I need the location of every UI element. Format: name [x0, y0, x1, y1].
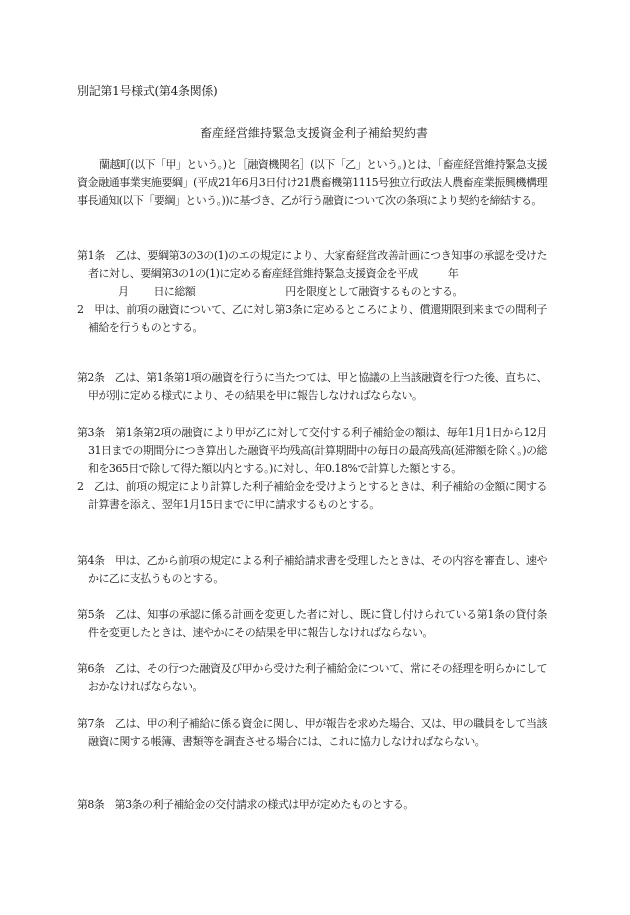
article-1-text: 乙は、要綱第3の3の(1)のエの規定により、大家畜経営改善計画につき知事の承認を受けた者に対し、要綱第3の1の(1)に定める畜産経営維持緊急支援資金を平成 — [88, 249, 548, 280]
article-1-paragraph-2-text: 甲は、前項の融資について、乙に対し第3条に定めるところにより、償還期限到来までの間利子補給を行うものとする。 — [88, 303, 548, 334]
article-7-heading: 第7条 — [77, 717, 105, 730]
article-8-paragraph-1 — [77, 796, 547, 814]
article-6-paragraph-1 — [77, 660, 547, 696]
article-4-paragraph-1 — [77, 552, 547, 588]
article-5-heading: 第5条 — [77, 608, 105, 621]
article-7-text: 乙は、甲の利子補給に係る資金に関し、甲が報告を求めた場合、又は、甲の職員をして当該融資に関する帳簿、書類等を調査させる場合には、これに協力しなければならない。 — [88, 717, 547, 748]
document-title: 畜産経営維持緊急支援資金利子補給契約書 — [200, 126, 429, 140]
article-1-paragraph-2 — [77, 301, 547, 337]
article-3-paragraph-2-number: 2 — [77, 480, 84, 493]
article-5-paragraph-1 — [77, 606, 547, 642]
article-3-paragraph-1 — [77, 424, 547, 478]
article-7-paragraph-1 — [77, 715, 547, 751]
article-1 — [77, 247, 547, 337]
article-6-heading: 第6条 — [77, 662, 105, 675]
article-1-paragraph-2-number: 2 — [77, 303, 84, 316]
article-6-text: 乙は、その行つた融資及び甲から受けた利子補給金について、常にその経理を明らかにしておかなければならない。 — [88, 662, 548, 693]
article-1-month-label: 月 — [118, 285, 129, 298]
article-2-paragraph-1 — [77, 369, 547, 405]
article-3-text: 第1条第2項の融資により甲が乙に対して交付する利子補給金の額は、毎年1月1日から12月31日までの期間分につき算出した融資平均残高(計算期間中の毎日の最高残高(延滞額を除く。)の総和を365日で除して得た額以内とする。)に対し、年0.18%で計算した額とする。 — [88, 426, 547, 475]
preamble-paragraph: 蘭越町(以下「甲」という。)と［融資機関名］(以下「乙」という。)とは、「畜産経営維持緊急支援資金融通事業実施要綱」(平成21年6月3日付け21農畜機第1115号独立行政法人農畜産業振興機構理事長通知(以下「要綱」という。))に基づき、乙が行う融資について次の条項により契約を締結する。 — [77, 158, 547, 207]
article-2-text: 乙は、第1条第1項の融資を行うに当たつては、甲と協議の上当該融資を行つた後、直ちに、甲が別に定める様式により、その結果を甲に報告しなければならない。 — [88, 371, 547, 402]
article-1-paragraph-1 — [77, 247, 547, 301]
article-1-heading: 第1条 — [77, 249, 105, 262]
article-6 — [77, 660, 547, 696]
article-3 — [77, 424, 547, 514]
article-2-heading: 第2条 — [77, 371, 105, 384]
article-3-paragraph-2 — [77, 478, 547, 514]
article-3-heading: 第3条 — [77, 426, 105, 439]
article-5 — [77, 606, 547, 642]
article-2 — [77, 369, 547, 405]
article-4-text: 甲は、乙から前項の規定による利子補給請求書を受理したときは、その内容を審査し、速やかに乙に支払うものとする。 — [88, 554, 547, 585]
article-1-year-label: 年 — [447, 267, 459, 280]
article-8-heading: 第8条 — [77, 798, 105, 811]
article-3-paragraph-2-text: 乙は、前項の規定により計算した利子補給金を受けようとするときは、利子補給の金額に関する計算書を添え、翌年1月15日までに甲に請求するものとする。 — [88, 480, 547, 511]
article-8 — [77, 796, 547, 814]
article-5-text: 乙は、知事の承認に係る計画を変更した者に対し、既に貸し付けられている第1条の貸付条件を変更したときは、速やかにその結果を甲に報告しなければならない。 — [88, 608, 548, 639]
article-1-amount-text: 円を限度として融資するものとする。 — [285, 285, 463, 298]
article-4 — [77, 552, 547, 588]
article-7 — [77, 715, 547, 751]
article-4-heading: 第4条 — [77, 554, 105, 567]
form-label: 別記第1号様式(第4条関係) — [77, 84, 218, 98]
article-1-day-label: 日に総額 — [153, 285, 196, 298]
article-8-text: 第3条の利子補給金の交付請求の様式は甲が定めたものとする。 — [114, 798, 414, 811]
